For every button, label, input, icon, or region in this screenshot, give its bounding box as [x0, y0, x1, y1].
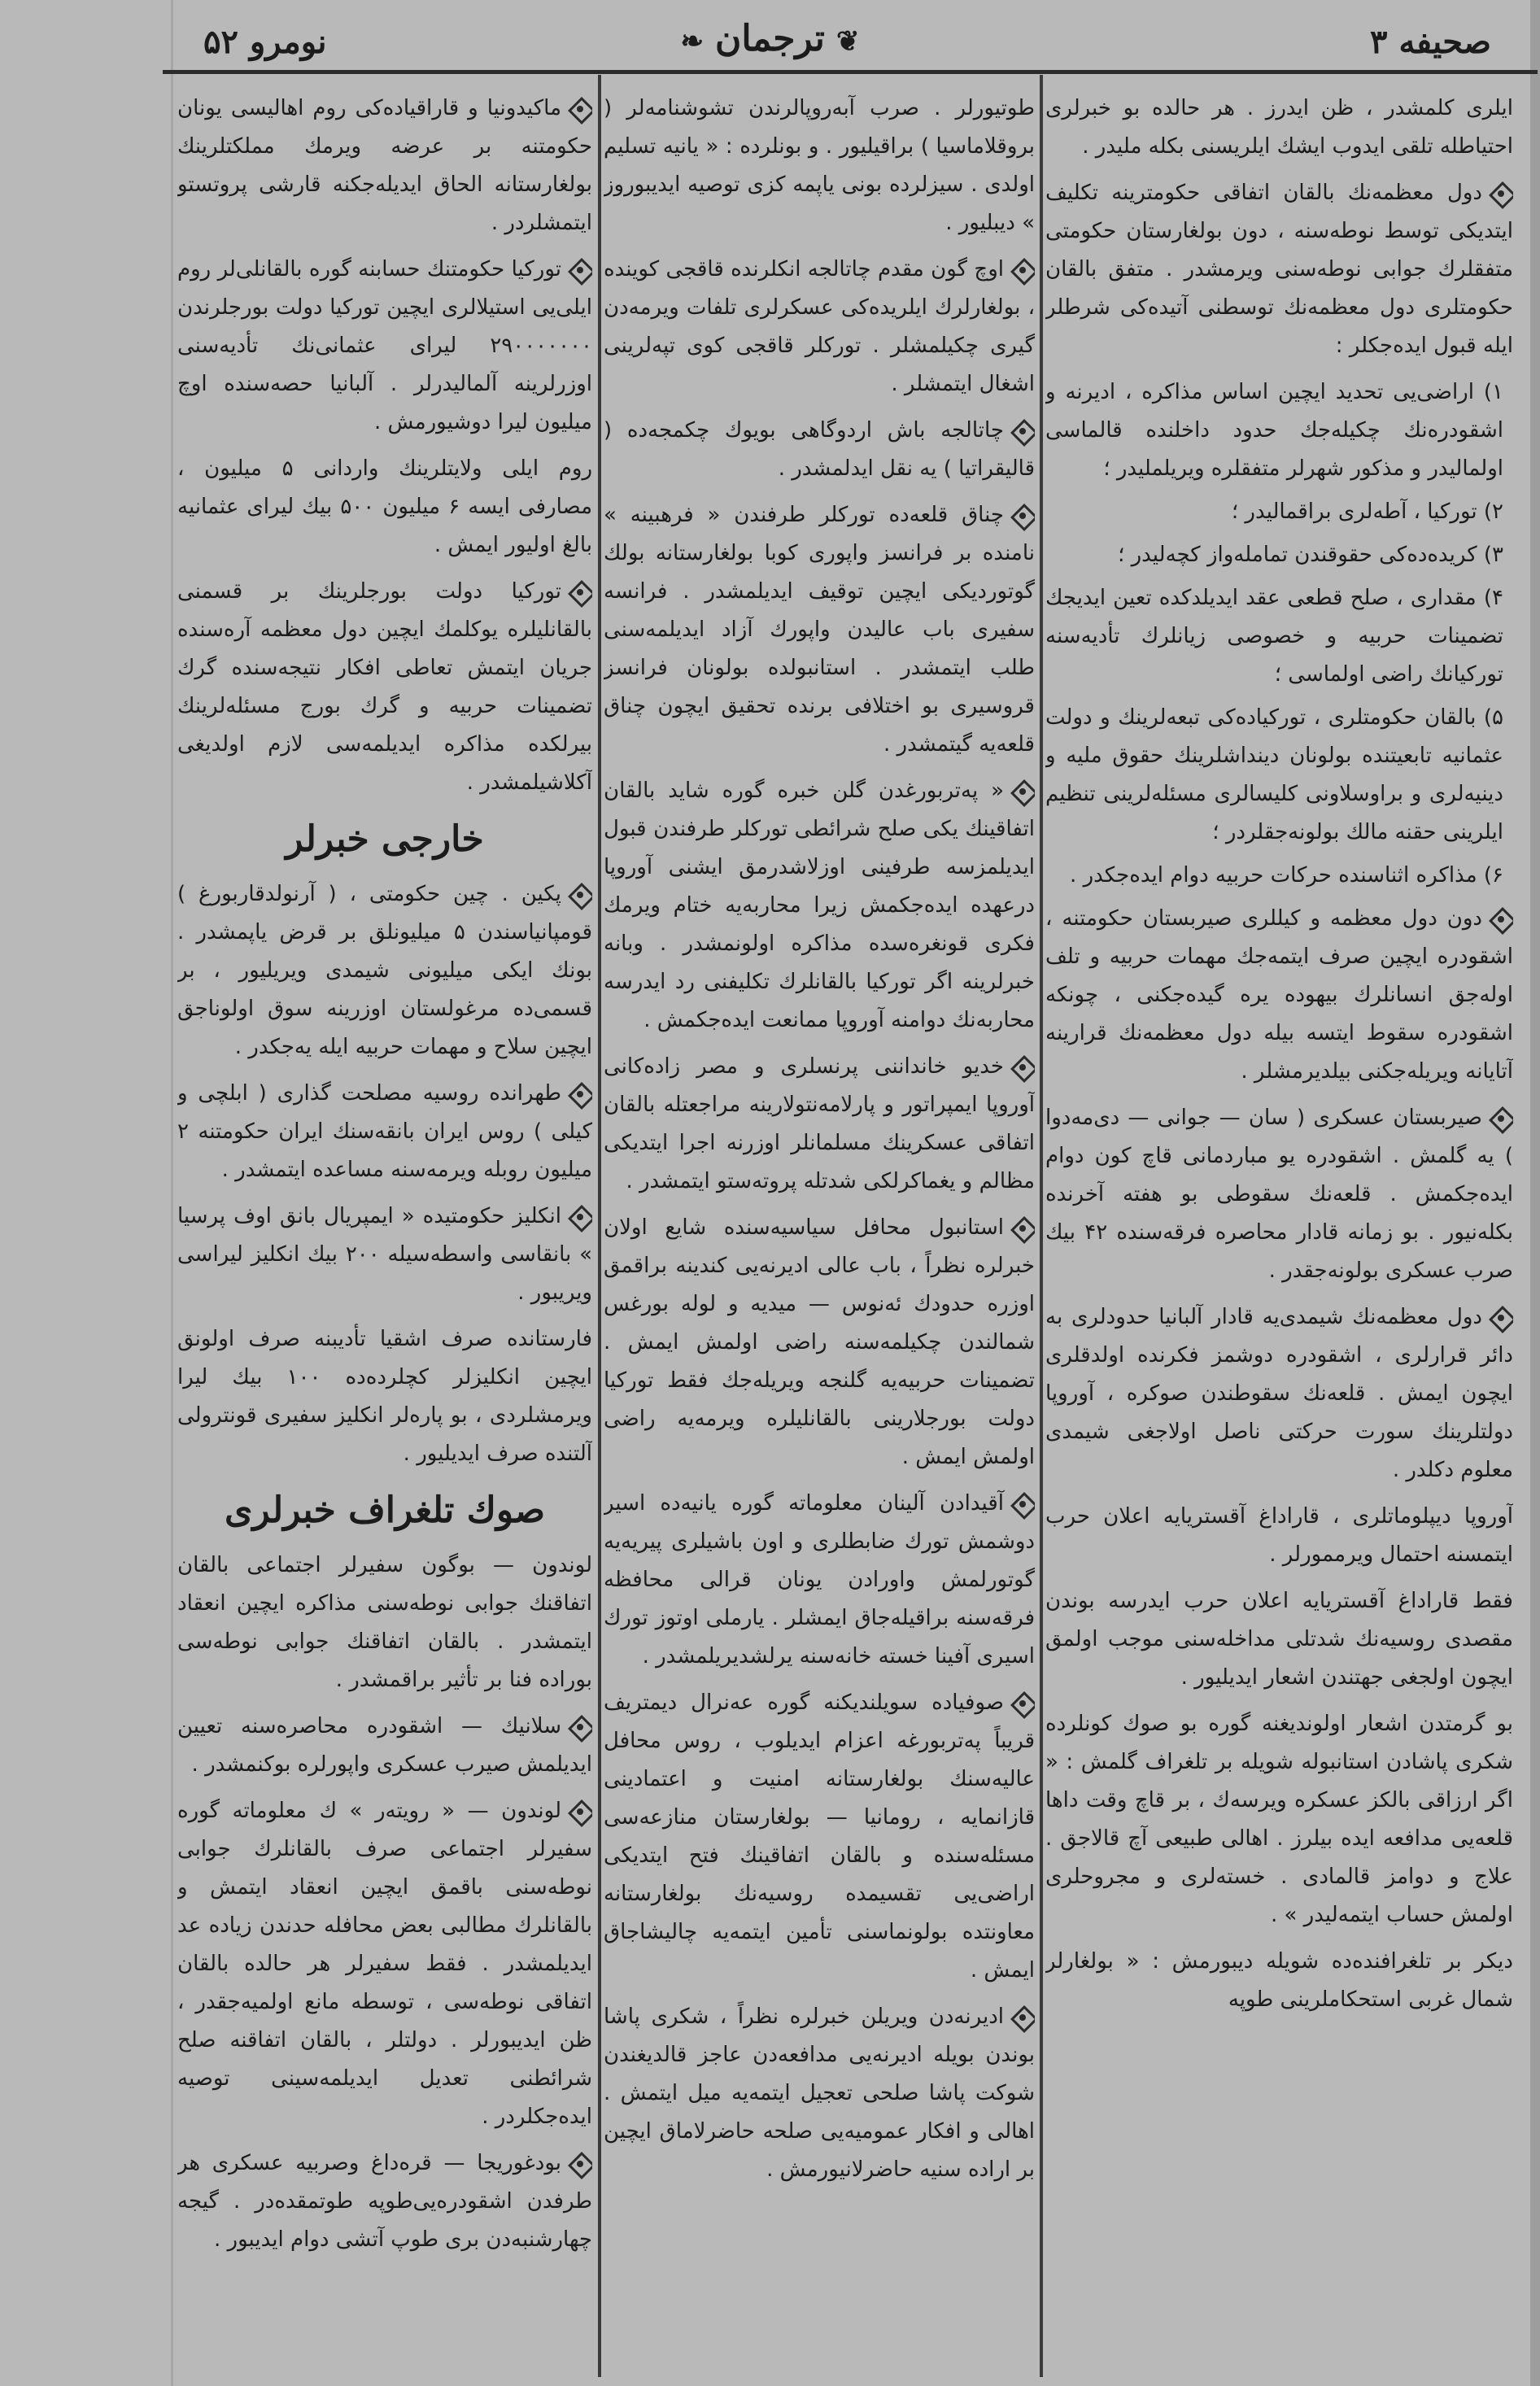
article-text: لوندون — « رویته‌ر » ك معلوماته گوره سفیرلر اجتماعی صرف بالقانلرك جوابی نوطه‌سنی باقمق ایچین انعقاد ایتمش و بالقانلرك مطالبی بعض محافله حدندن زیاده عد ایدیلمشدر . فقط سفیرلر هر حالده بالقان اتفاقی نوطه‌سی ، توسطه مانع اولمیه‌جقدر ، ظن ایدیبورلر . دولتلر ، بالقان اتفاقنه صلح شرائطنی تعدیل ایدیلمه‌سینی توصیه ایده‌جکلردر .	[177, 1799, 592, 2129]
article-paragraph	[177, 875, 592, 1067]
issue-number: نومرو ۵۲	[203, 23, 327, 61]
ornament-star-icon	[568, 97, 592, 121]
column-divider-right	[1040, 75, 1043, 2377]
article-text: چاتالجه باش اردوگاهی بویوك چکمجه‌ده ( قالیقراتیا ) یه نقل ایدلمشدر .	[604, 418, 1035, 481]
column-left	[177, 89, 592, 2367]
article-paragraph	[604, 251, 1035, 403]
ornament-star-icon	[1489, 907, 1513, 931]
ornament-star-icon	[1010, 504, 1035, 528]
ornament-left-icon: ❧	[680, 25, 705, 58]
ornament-star-icon	[568, 2152, 592, 2176]
article-paragraph	[1045, 1298, 1513, 1490]
column-right	[1045, 89, 1513, 2367]
ornament-star-icon	[568, 1715, 592, 1739]
article-paragraph	[604, 1048, 1035, 1201]
article-paragraph	[604, 1998, 1035, 2189]
ornament-star-icon	[568, 1205, 592, 1229]
list-item: ۶) مذاکره اثناسنده حرکات حربیه دوام ایده‌جکدر .	[1070, 863, 1503, 888]
ornament-star-icon	[1489, 1306, 1513, 1330]
article-text: طهرانده روسیه مصلحت گذاری ( ابلچی و کیلی ) روس ایران بانقه‌سنك ایران حکومتنه ۲ میلیون روبله ویرمه‌سنه مساعده ایتمشدر .	[177, 1081, 592, 1182]
article-paragraph	[177, 573, 592, 802]
article-text: سلانیك — اشقودره محاصره‌سنه تعیین ایدیلمش صیرب عسکری واپورلره بوکنمشدر .	[177, 1714, 592, 1777]
ornament-star-icon	[1010, 1492, 1035, 1516]
ornament-star-icon	[1489, 1106, 1513, 1131]
ornament-star-icon	[1010, 779, 1035, 804]
article-paragraph	[604, 1684, 1035, 1990]
article-text: پکین . چین حکومتی ، ( آرنولدقاربورغ ) قومپانیاسندن ۵ میلیونلق بر قرض یاپمشدر . بونك ایکی میلیونی شیمدی ویریلیور ، بر قسمی‌ده مرغولستان اوزرینه سوق اولوناجق ایچین سلاح و مهمات حربیه ایله یه‌جکدر .	[177, 882, 592, 1059]
article-text: انکلیز حکومتیده « ایمپریال بانق اوف پرسیا » بانقاسی واسطه‌سیله ۲۰۰ بیك انکلیز لیراسی ویریبور .	[177, 1204, 592, 1305]
article-text: اوچ گون مقدم چاتالجه انکلرنده قاقجی کوینده ، بولغارلرك ایلریده‌کی عسکرلری تلفات ویرمه‌دن گیری چکیلمشلر . تورکلر قاقجی کوی تپه‌لرینی اشغال ایتمشلر .	[604, 257, 1035, 396]
ornament-star-icon	[1010, 258, 1035, 282]
article-text: آقیدادن آلینان معلوماته گوره یانیه‌ده اسیر دوشمش تورك ضابطلری و اون باشیلری پیریه‌یه گوتورلمش واورادن یونان قرالی محافظه فرقه‌سنه براقیله‌جاق ایمشلر . یارملی اوتوز تورك اسیری آفینا خسته خانه‌سنه یرلشدیریلمشدر .	[604, 1491, 1035, 1668]
article-paragraph	[177, 1075, 592, 1189]
page-edge-shadow	[1530, 0, 1540, 2386]
article-text: صوفیاده سویلندیکنه گوره عه‌نرال دیمتریف قریباً پەتربورغه اعزام ایدیلوب ، روس محافل عالیه‌سنك بولغارستانه امنیت و اعتمادینی قازانمایه ، رومانیا — بولغارستان منازعه‌سی مسئله‌سنده و بالقان اتفاقینك فتح ایتدیکی اراضی‌یی تقسیمده روسیه‌نك بولغارستانه معاونتده بولونماسنی تأمین ایتمه‌یه چالیشاجاق ایمش .	[604, 1690, 1035, 1983]
article-paragraph	[177, 2144, 592, 2259]
article-paragraph	[177, 1708, 592, 1784]
ornament-right-icon: ❦	[835, 25, 860, 58]
article-text: بودغوریجا — قره‌داغ وصربیه عسکری هر طرفدن اشقودره‌یی‌طوپه طوتمقده‌در . گیجه چهارشنبه‌دن بری طوپ آتشی دوام ایدیبور .	[177, 2151, 592, 2252]
newspaper-title-text: ترجمان	[715, 18, 825, 59]
list-item: ۴) مقداری ، صلح قطعی عقد ایدیلدکده تعین ایدیجك تضمینات حربیه و خصوصی زیانلرك تأدیه‌سنه تورکیانك راضی اولماسی ؛	[1045, 586, 1503, 687]
article-text: خدیو خانداننی پرنسلری و مصر زاده‌کانی آوروپا ایمپراتور و پارلامه‌نتولارینه مراجعتله بالقان اتفاقی عسکرینك مسلمانلر اوزرنه اجرا ایتدیکی مظالم و یغماکرلکی شدتله پروته‌ستو ایتمشدر .	[604, 1054, 1035, 1193]
page-fold-line	[171, 0, 173, 2386]
article-paragraph	[177, 251, 592, 442]
article-paragraph	[177, 89, 592, 242]
article-text: دون دول معظمه و کیللری صیربستان حکومتنه ، اشقودره ایچین صرف ایتمه‌جك مهمات حربیه و تلف اوله‌جق انسانلرك بیهوده یره گیده‌جکنی ، چونکه اشقودره سقوط ایتسه بیله دول معظمه‌نك قرارینه آتایانه ویریله‌جکنی بیلدیرمشلر .	[1045, 906, 1513, 1084]
section-title-foreign-news: خارجی خبرلر	[286, 818, 484, 860]
article-paragraph: ایلری کلمشدر ، ظن ایدرز . هر حالده بو خبرلری احتیاطله تلقی ایدوب ایشك ایلریسنی بکله ملیدر .	[1045, 96, 1513, 159]
list-item: ۵) بالقان حکومتلری ، تورکیاده‌کی تبعه‌لرینك و دولت عثمانیه تابعیتنده بولونان دیندا‌شلرینك حقوق ملیه و دینیه‌لری و براوسلاونی کلیسالری مسئله‌لرینی تنظیم ایلرینی حقنه مالك بولونه‌جقلردر ؛	[1045, 705, 1503, 844]
column-middle	[604, 89, 1035, 2367]
article-paragraph: فقط قاراداغ آقستریایه اعلان حرب ایدرسه بوندن مقصدی روسیه‌نك شدتلی مداخله‌سنی موجب اولمق ایچون اولجغی جهتندن اشعار ایدیلیور .	[1045, 1589, 1513, 1690]
article-paragraph: آوروپا دیپلوماتلری ، قاراداغ آقستریایه اعلان حرب ایتمسنه احتمال ویرممورلر .	[1045, 1504, 1513, 1567]
ornament-star-icon	[1010, 419, 1035, 443]
article-paragraph: لوندون — بوگون سفیرلر اجتماعی بالقان اتفاقنك جوابی نوطه‌سنی مذاکره ایچین انعقاد ایتمشدر . بالقان اتفاقنك جوابی نوطه‌سی بورادە فنا بر تأثیر براقمشدر .	[177, 1553, 592, 1692]
ornament-star-icon	[568, 883, 592, 907]
article-paragraph: فارستانده صرف اشقیا تأدیبنه صرف اولونق ایچین انکلیزلر کچلرده‌ده ۱۰۰ بیك لیرا ویرمشلردی ، بو پاره‌لر انکلیز سفیری قونترولی آلتنده صرف ایدیلیور .	[177, 1327, 592, 1466]
ornament-star-icon	[1489, 181, 1513, 206]
article-paragraph	[604, 496, 1035, 764]
ornament-star-icon	[568, 258, 592, 282]
masthead	[0, 0, 1540, 75]
article-paragraph	[1045, 1099, 1513, 1290]
ornament-star-icon	[1010, 1691, 1035, 1716]
article-paragraph	[604, 1209, 1035, 1477]
ornament-star-icon	[568, 1082, 592, 1106]
article-text: تورکیا حکومتنك حسابنه گوره بالقانلی‌لر روم ایلی‌یی استیلالری ایچین تورکیا دولت بورجلرندن ۲۹۰۰۰۰۰۰۰ لیرای عثمانی‌نك تأدیه‌سنی اوزرلرینه آلمالیدرلر . آلبانیا حصه‌سنده اوچ میلیون لیرا دوشیورمش .	[177, 257, 592, 434]
article-paragraph: بو گرمتدن اشعار اولوندیغنه گوره بو صوك کونلرده شکری پاشادن استانبوله شویله بر تلغراف گلمش : « اگر ارزاقی بالکز عسکره ویرسه‌ك ، بر قاچ وقت داها قلعه‌یی مدافعه ایده بیلرز . اهالی طبیعی آچ قالاجق . علاج و دوامز قالمادی . خسته‌لری و مجروحلری اولمش حساب ایتمه‌لیدر » .	[1045, 1712, 1513, 1927]
article-text: دول معظمه‌نك شیمدی‌یه قادار آلبانیا حدودلری به دائر قرارلری ، اشقودره دوشمز فکرنده اولدقلری ایچون ایمش . قلعه‌نك سقوطندن صوکره ، آوروپا دولتلرینك سورت حرکتی ناصل اولاجغی شیمدی معلوم دکلدر .	[1045, 1305, 1513, 1482]
article-paragraph	[1045, 900, 1513, 1091]
article-paragraph	[177, 1792, 592, 2136]
header-rule	[163, 70, 1538, 74]
article-text: چناق قلعه‌ده تورکلر طرفندن « فرهبینه » نامنده بر فرانسز واپوری کوبا بولغارستانه بولك گوتوردیکی ایچین توقیف ایدیلمشدر . فرانسه سفیری باب عالیدن واپورك آزاد ایدیلمه‌سنی طلب ایتمشدر . استانبولده بولونان فرانسز قروسیری بو اختلافی برنده تحقیق ایچون چناق قلعه‌یه گیتمشدر .	[604, 503, 1035, 757]
ornament-star-icon	[1010, 2005, 1035, 2030]
page-number: صحیفه ۳	[1370, 23, 1491, 61]
article-text: دول معظمه‌نك بالقان اتفاقی حکومترینه تکلیف ایتدیکی توسط نوطه‌سنه ، دون بولغارستان حکومتی متفقلرك جوابی نوطه‌سنی ویرمشدر . متفق بالقان حکومتلری دول معظمه‌نك توسطنی آتیده‌کی شرطلر ایله قبول ایده‌جکلر :	[1045, 181, 1513, 358]
article-text: تورکیا دولت بورجلرینك بر قسمنی بالقانلیلره یوکلمك ایچین دول معظمه آره‌سنده جریان ایتمش تعاطی افکار نتیجه‌سنده گرك تضمینات حربیه و گرك بورج مسئله‌لرینك بیرلکده مذاکره ایدیلمه‌سی لازم اولدیغی آکلاشیلمشدر .	[177, 579, 592, 795]
section-title-latest-telegrams: صوك تلغراف خبرلری	[224, 1490, 546, 1531]
article-text: ادیرنه‌دن ویریلن خبرلره نظراً ، شکری پاشا بوندن بویله ادیرنه‌یی مدافعه‌دن عاجز قالدیغندن شوکت پاشا صلحی تعجیل ایتمه‌یه میل ایتمش . اهالی و افکار عمومیه‌یی صلحه حاضرلاماق ایچین بر اراده سنیه حاضرلانیورمش .	[604, 2004, 1035, 2182]
ornament-star-icon	[1010, 1055, 1035, 1080]
article-paragraph	[177, 1197, 592, 1312]
ornament-star-icon	[568, 1799, 592, 1824]
article-paragraph: دیکر بر تلغرافنده‌ده شویله دیبورمش : « بولغارلر شمال غربی استحکاملرینی طوپه	[1045, 1949, 1513, 2012]
ornament-star-icon	[568, 580, 592, 604]
article-paragraph	[604, 412, 1035, 488]
article-text: « پەتربورغدن گلن خبره گوره شاید بالقان اتفاقینك یکی صلح شرائطی تورکلر طرفندن قبول ایدیلمزسه طرفینی اوزلاشدرمق ایشنی آوروپا درعهده ایده‌جکمش زیرا محاربه‌یه ختام ویرمك فکری قونغره‌سده مذاکره اولونمشدر . وبانه خبرلرینه اگر تورکیا بالقانلرك تکلیفنی رد ایدرسه محاربه‌نك دوامنه آوروپا ممانعت ایده‌جکمش .	[604, 779, 1035, 1032]
ornament-star-icon	[1010, 1216, 1035, 1241]
article-text: صیربستان عسکری ( سان — جوانی — دی‌مه‌دوا ) یه گلمش . اشقودره یو مباردمانی قاچ کون دوام ایده‌جکمش . قلعه‌نك سقوطی بو هفته آخرنده بکله‌نیور . بو زمانه قادار محاصره فرقه‌سنده ۴۲ بیك صرب عسکری بولونه‌جقدر .	[1045, 1106, 1513, 1283]
article-text: ماکیدونیا و قاراقیاده‌کی روم اهالیسی یونان حکومتنه بر عرضه ویرمك مملکتلرینك بولغارستانه الحاق ایدیله‌جکنه قارشی پروتستو ایتمشلردر .	[177, 96, 592, 235]
article-text: استانبول محافل سیاسیه‌سنده شایع اولان خبرلره نظراً ، باب عالی ادیرنه‌یی کندینه براقمق اوزره حدودك ئه‌نوس — میدیه و لوله بورغس شمالندن چکیلمه‌سنه راضی اولمش ایمش . تضمینات حربیه‌یه گلنجه ویریله‌جك فقط تورکیا دولت بورجلارینی بالقانلیلره ویرمه‌یه راضی اولمش ایمش .	[604, 1215, 1035, 1469]
article-paragraph	[1045, 174, 1513, 365]
list-item: ۲) تورکیا ، آطه‌لری براقمالیدر ؛	[1231, 499, 1503, 524]
article-paragraph: طوتیورلر . صرب آبه‌روپالرندن تشوشنامه‌لر ( بروقلاماسیا ) براقیلیور . و بونلرده : « یانیه تسلیم اولدی . سیزلرده بونی یاپمه کزی توصیه ایدیبوروز » دیبلیور .	[604, 96, 1035, 235]
article-paragraph	[604, 772, 1035, 1040]
article-paragraph: روم ایلی ولایتلرینك واردانی ۵ میلیون ، مصارفی ایسه ۶ میلیون ۵۰۰ بیك لیرای عثمانیه بالغ اولیور ایمش .	[177, 456, 592, 557]
list-item: ۳) کریده‌ده‌کی حقوقندن تماملە‌واز کچه‌لیدر ؛	[1118, 543, 1503, 567]
list-item: ۱) اراضی‌یی تحدید ایچین اساس مذاکره ، ادیرنه و اشقودره‌نك چکیله‌جك حدود داخلنده قالماسی اولمالیدر و مذکور شهرلر متفقلره ویریلملیدر ؛	[1045, 380, 1503, 481]
article-paragraph	[604, 1485, 1035, 1676]
column-divider-left	[598, 75, 601, 2377]
